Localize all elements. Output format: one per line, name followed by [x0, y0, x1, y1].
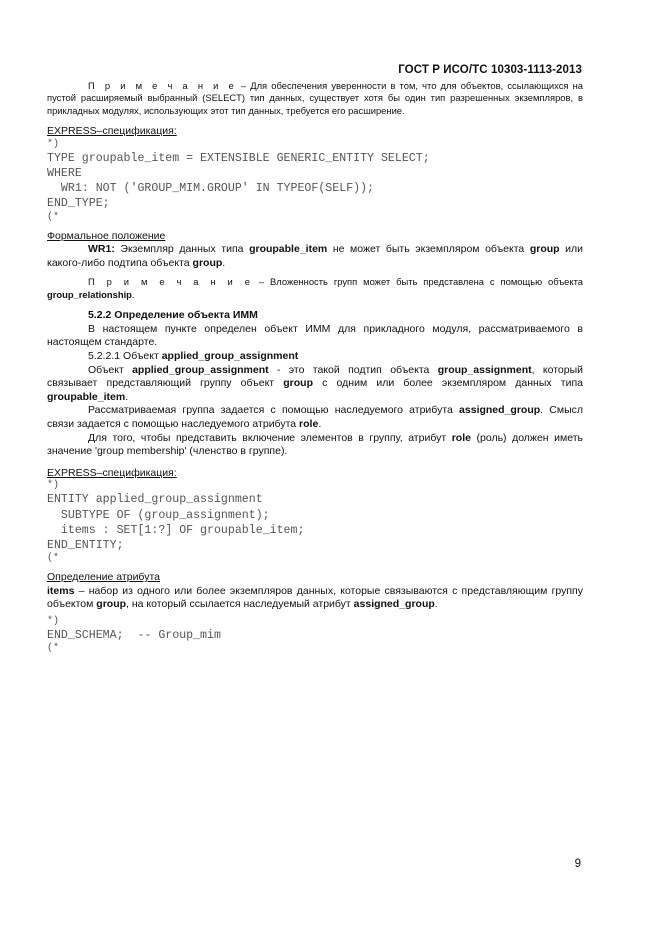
subsection-number: 5.2.2.1 Объект [88, 350, 162, 362]
term: groupable_item [47, 390, 126, 403]
express-spec-label: EXPRESS–спецификация: [47, 125, 177, 138]
rule-wr1 [47, 243, 583, 270]
text: Для того, чтобы представить включение элементов в группу, атрибут [88, 431, 452, 444]
note-text: Вложенность групп может быть представлена с помощью объекта [270, 276, 584, 288]
term: items [47, 584, 75, 597]
page-content [47, 80, 583, 655]
rule-term: group [192, 256, 223, 269]
comment-close: *) [47, 615, 60, 627]
attribute-items-definition [47, 585, 583, 612]
note-text: Для обеспечения уверенности в том, что для объектов, ссылающихся на пустой расширяемый выбранный (SELECT) тип данных, существует хотя бы один тип разрешенных экземпляров, в прикладных модулях, использующих этот тип данных, требуется его расширение. [47, 80, 584, 116]
page-number: 9 [574, 858, 581, 870]
term: group_assignment [437, 363, 532, 376]
text: Рассматриваемая группа задается с помощью наследуемого атрибута [88, 404, 460, 417]
text: . [125, 390, 129, 403]
express-code-end-schema: END_SCHEMA; -- Group_mim [47, 628, 221, 642]
note-term: group_relationship [47, 288, 132, 300]
rule-term: group [529, 243, 560, 256]
paragraph-role [47, 432, 583, 459]
comment-open: (* [47, 553, 60, 565]
comment-close: *) [47, 138, 60, 150]
term: role [451, 431, 471, 444]
term: group [96, 598, 127, 611]
express-code-type: TYPE groupable_item = EXTENSIBLE GENERIC_ENTITY SELECT; WHERE WR1: NOT ('GROUP_MIM.GROUP' IN TYPEOF(SELF)); END_TYPE; [47, 151, 430, 211]
standard-header: ГОСТ Р ИСО/ТС 10303-1113-2013 [398, 64, 582, 76]
comment-close: *) [47, 480, 60, 492]
comment-open: (* [47, 643, 60, 655]
paragraph-assigned-group [47, 404, 583, 431]
term: group [283, 377, 313, 390]
express-code-entity: ENTITY applied_group_assignment SUBTYPE OF (group_assignment); items : SET[1:?] OF groupable_item; END_ENTITY; [47, 493, 305, 552]
note-text: . [131, 288, 135, 300]
section-intro: В настоящем пункте определен объект ИММ для прикладного модуля, рассматриваемого в настоящем стандарте. [47, 322, 583, 349]
text: , на который ссылается наследуемый атрибут [126, 598, 354, 611]
rule-text: или какого-либо подтипа объекта [47, 243, 583, 269]
term: assigned_group [353, 598, 435, 611]
text: - это такой подтип объекта [268, 363, 438, 376]
rule-label: WR1: [88, 243, 115, 256]
paragraph-entity-description [47, 364, 583, 405]
note-extensible-select [47, 80, 583, 117]
comment-open: (* [47, 211, 60, 223]
term: role [299, 417, 319, 430]
text: . [434, 598, 438, 611]
note-label: П р и м е ч а н и е [88, 276, 253, 288]
text: , который связывает представляющий группу объект [47, 363, 583, 390]
subsection-heading [47, 350, 583, 364]
text: (роль) должен иметь значение 'group membership' (членство в группе). [47, 431, 583, 458]
text: – набор из одного или более экземпляров данных, которые связываются с представляющим группу объектом [47, 584, 583, 611]
rule-text: . [222, 256, 226, 269]
attribute-definition-label: Определение атрибута [47, 571, 160, 584]
note-dash: – [258, 276, 265, 288]
text: . [318, 417, 322, 430]
text: . Смысл связи задается с помощью наследуемого атрибута [47, 404, 583, 430]
note-label: П р и м е ч а н и е [88, 80, 237, 91]
express-spec-label: EXPRESS–спецификация: [47, 466, 177, 479]
note-group-nesting [47, 276, 583, 301]
formal-proposition-label: Формальное положение [47, 229, 166, 242]
rule-term: groupable_item [249, 243, 328, 256]
term: applied_group_assignment [132, 363, 269, 376]
rule-text: Экземпляр данных типа [114, 243, 250, 256]
subsection-entity: applied_group_assignment [161, 350, 299, 362]
section-heading: 5.2.2 Определение объекта ИММ [88, 309, 258, 322]
text: Объект [88, 363, 133, 376]
text: с одним или более экземпляром данных типа [313, 377, 583, 390]
term: assigned_group [459, 404, 541, 417]
note-dash: – [240, 80, 247, 91]
rule-text: не может быть экземпляром объекта [327, 243, 530, 256]
